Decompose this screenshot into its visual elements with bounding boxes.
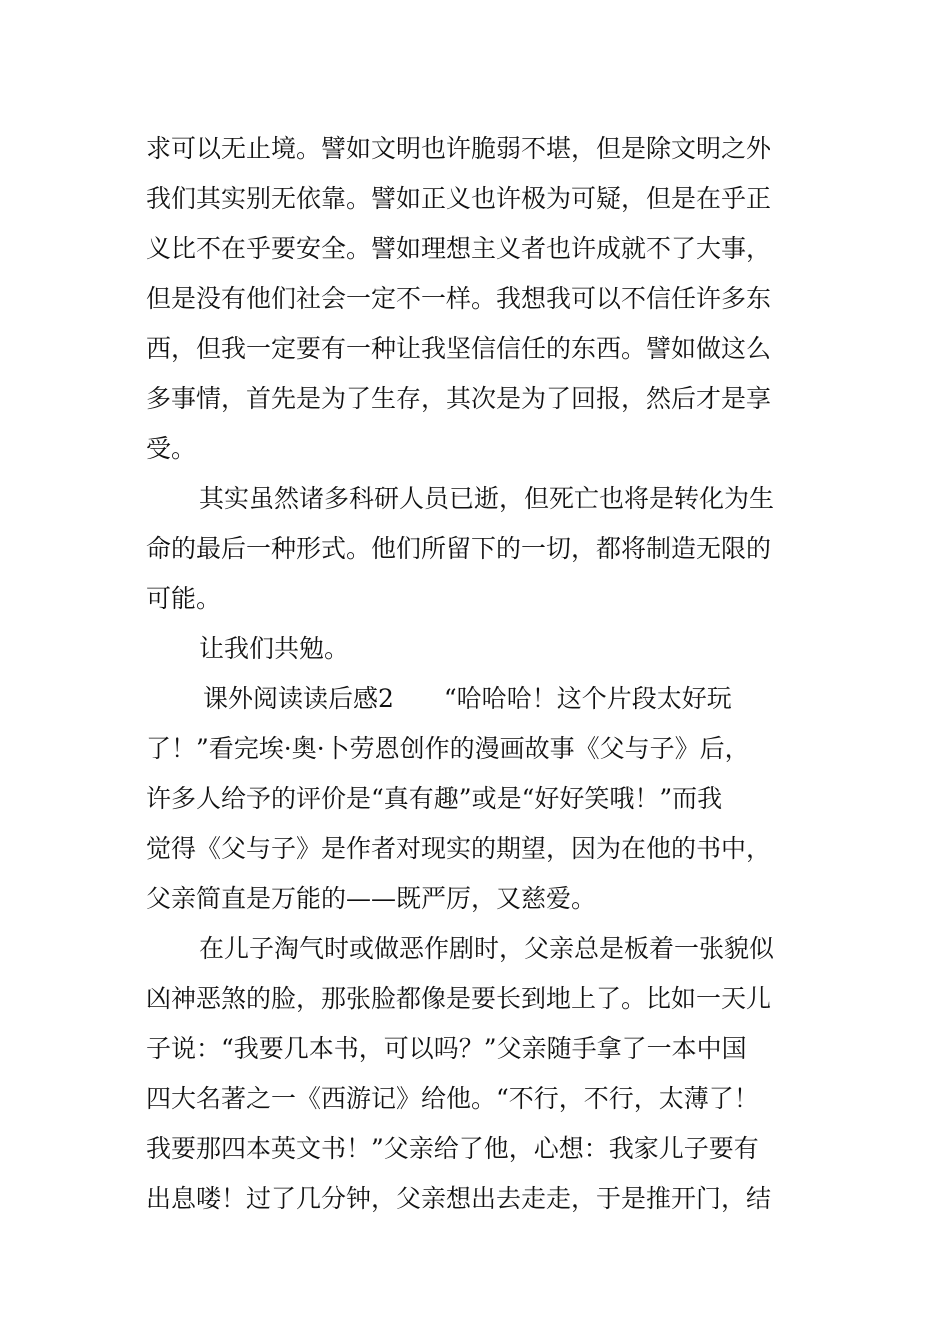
paragraph-start: 其实虽然诸多科研人员已逝，但死亡也将是转化为生 xyxy=(199,484,775,513)
text-line: 命的最后一种形式。他们所留下的一切，都将制造无限的 xyxy=(146,534,772,563)
text-line: 但是没有他们社会一定不一样。我想我可以不信任许多东 xyxy=(146,284,772,313)
text-line: 我要那四本英文书！”父亲给了他，心想：我家儿子要有 xyxy=(146,1134,759,1163)
text-line: 求可以无止境。譬如文明也许脆弱不堪，但是除文明之外 xyxy=(146,134,772,163)
text-line: 子说：“我要几本书，可以吗？”父亲随手拿了一本中国 xyxy=(146,1034,747,1063)
text-line: 父亲简直是万能的——既严厉，又慈爱。 xyxy=(146,884,597,913)
section-heading-line: 课外阅读读后感2 “哈哈哈！这个片段太好玩 xyxy=(203,684,732,713)
paragraph-start: 让我们共勉。 xyxy=(199,634,350,663)
text-line: 凶神恶煞的脸，那张脸都像是要长到地上了。比如一天儿 xyxy=(146,984,772,1013)
text-line: 多事情，首先是为了生存，其次是为了回报，然后才是享 xyxy=(146,384,772,413)
text-line: 受。 xyxy=(146,434,197,463)
text-line: 了！”看完埃·奥·卜劳恩创作的漫画故事《父与子》后， xyxy=(146,734,750,763)
paragraph-start: 在儿子淘气时或做恶作剧时，父亲总是板着一张貌似 xyxy=(199,934,775,963)
text-line: 西，但我一定要有一种让我坚信信任的东西。譬如做这么 xyxy=(146,334,772,363)
text-line: 四大名著之一《西游记》给他。“不行，不行，太薄了！ xyxy=(146,1084,759,1113)
text-line: 出息喽！过了几分钟，父亲想出去走走，于是推开门，结 xyxy=(146,1184,772,1213)
text-line: 我们其实别无依靠。譬如正义也许极为可疑，但是在乎正 xyxy=(146,184,772,213)
text-line: 可能。 xyxy=(146,584,222,613)
text-line: 觉得《父与子》是作者对现实的期望，因为在他的书中， xyxy=(146,834,772,863)
text-line: 义比不在乎要安全。譬如理想主义者也许成就不了大事， xyxy=(146,234,772,263)
text-line: 许多人给予的评价是“真有趣”或是“好好笑哦！”而我 xyxy=(146,784,723,813)
